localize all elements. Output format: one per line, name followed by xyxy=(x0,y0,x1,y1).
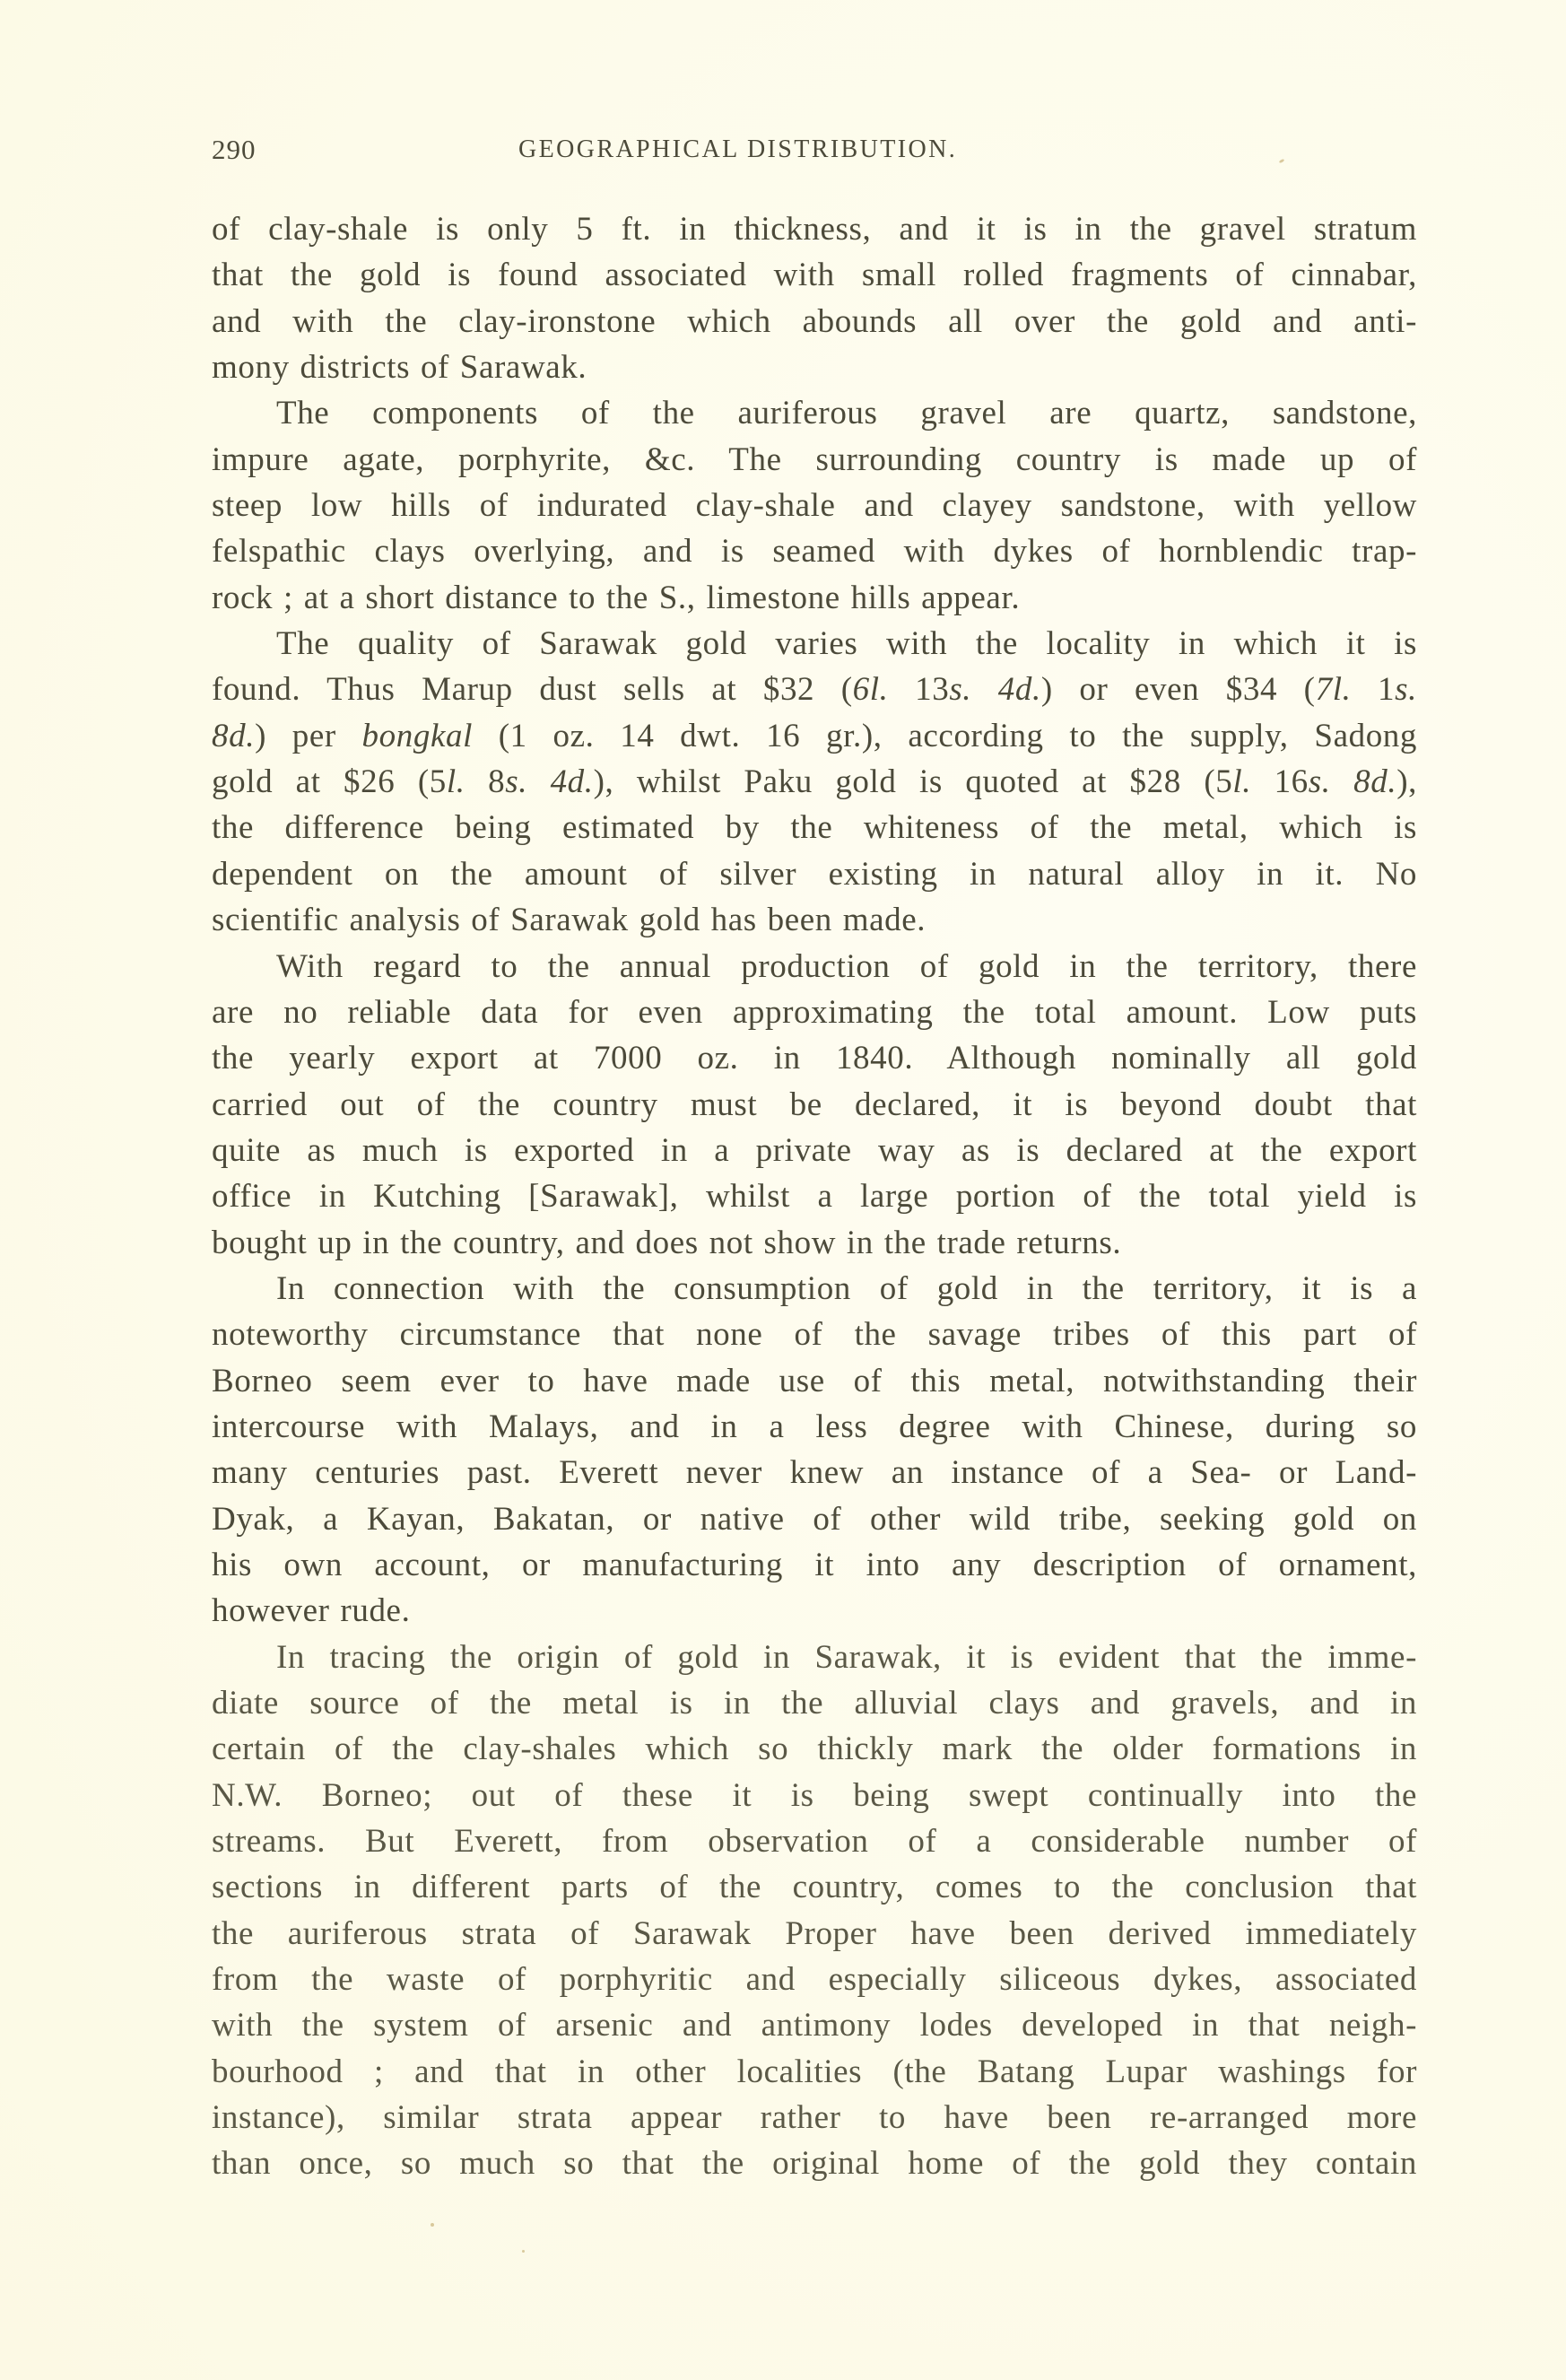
text-line xyxy=(212,2002,1417,2048)
text-run: are no reliable data for even approximating the total amount. Low puts xyxy=(212,993,1417,1031)
text-run: found. Thus Marup dust sells at $32 ( xyxy=(212,671,853,709)
italic-text: 7l. xyxy=(1315,671,1352,709)
text-run: carried out of the country must be declared, it is beyond doubt that xyxy=(212,1085,1417,1123)
text-run: ) per xyxy=(255,717,362,754)
text-line xyxy=(212,1035,1417,1081)
text-line xyxy=(212,252,1417,298)
text-run: sections in different parts of the country, comes to the conclusion that xyxy=(212,1869,1417,1906)
text-line xyxy=(212,1128,1417,1173)
text-run: ), whilst Paku gold is quoted at $28 (5 xyxy=(593,763,1233,801)
body-text xyxy=(212,206,1417,2187)
text-run: 1 xyxy=(1351,671,1396,709)
text-run: quite as much is exported in a private way as is declared at the export xyxy=(212,1131,1417,1169)
text-run: ) or even $34 ( xyxy=(1040,671,1316,709)
text-line xyxy=(212,944,1417,989)
text-line xyxy=(212,621,1417,667)
paper-speck xyxy=(431,2223,434,2227)
text-line xyxy=(212,1864,1417,1910)
text-line xyxy=(212,1588,1417,1634)
text-run: In tracing the origin of gold in Sarawak, it is evident that the imme- xyxy=(276,1638,1417,1676)
text-run: 16 xyxy=(1251,763,1309,801)
text-run: certain of the clay-shales which so thickly mark the older formations in xyxy=(212,1731,1417,1768)
text-run: instance), similar strata appear rather to have been re-arranged more xyxy=(212,2099,1417,2137)
text-line xyxy=(212,483,1417,528)
paragraph xyxy=(212,390,1417,621)
italic-text: l. xyxy=(1232,763,1252,801)
text-line xyxy=(212,759,1417,805)
paragraph xyxy=(212,944,1417,1266)
text-run: from the waste of porphyritic and especially siliceous dykes, associated xyxy=(212,1961,1417,1999)
text-line xyxy=(212,1773,1417,1818)
text-run xyxy=(1331,763,1354,800)
text-run: than once, so much so that the original home of the gold they contain xyxy=(212,2145,1417,2183)
paragraph xyxy=(212,1266,1417,1635)
text-run: office in Kutching [Sarawak], whilst a large portion of the total yield is xyxy=(212,1178,1417,1216)
italic-text: s. xyxy=(505,763,528,801)
italic-text: l. xyxy=(446,763,465,801)
text-run: The quality of Sarawak gold varies with the locality in which it is xyxy=(276,625,1417,663)
text-run: felspathic clays overlying, and is seamed with dykes of hornblendic trap- xyxy=(212,533,1417,571)
italic-text: s. xyxy=(949,671,972,709)
italic-text: bongkal xyxy=(361,717,473,754)
text-run: The components of the auriferous gravel are quartz, sandstone, xyxy=(276,395,1417,432)
text-line xyxy=(212,1082,1417,1128)
text-run: Dyak, a Kayan, Bakatan, or native of other wild tribe, seeking gold on xyxy=(212,1500,1417,1538)
text-run: many centuries past. Everett never knew an instance of a Sea- or Land- xyxy=(212,1454,1417,1492)
text-line xyxy=(212,1957,1417,2002)
text-line xyxy=(212,897,1417,943)
text-run: dependent on the amount of silver existing in natural alloy in it. No xyxy=(212,855,1417,893)
text-line xyxy=(212,1220,1417,1266)
text-run: With regard to the annual production of gold in the territory, there xyxy=(276,947,1417,985)
text-run: In connection with the consumption of gold in the territory, it is a xyxy=(276,1269,1417,1307)
text-line xyxy=(212,1173,1417,1219)
text-run: and with the clay-ironstone which abounds all over the gold and anti- xyxy=(212,302,1417,340)
italic-text: 8d. xyxy=(212,717,256,754)
text-run: the yearly export at 7000 oz. in 1840. Although nominally all gold xyxy=(212,1040,1417,1077)
paragraph xyxy=(212,206,1417,390)
text-run: 8 xyxy=(465,763,506,801)
text-run: his own account, or manufacturing it into any description of ornament, xyxy=(212,1546,1417,1583)
text-line xyxy=(212,667,1417,712)
paragraph xyxy=(212,621,1417,943)
text-line xyxy=(212,1911,1417,1957)
text-run xyxy=(527,763,551,800)
text-line xyxy=(212,851,1417,897)
text-run: mony districts of Sarawak. xyxy=(212,349,587,387)
italic-text: 6l. xyxy=(852,671,889,709)
text-run: 13 xyxy=(888,671,950,709)
running-title: GEOGRAPHICAL DISTRIBUTION. xyxy=(518,135,958,163)
italic-text: 4d. xyxy=(997,671,1041,709)
text-run: N.W. Borneo; out of these it is being swept continually into the xyxy=(212,1776,1417,1814)
text-run: streams. But Everett, from observation of a considerable number of xyxy=(212,1823,1417,1861)
text-line xyxy=(212,1358,1417,1404)
text-run: the difference being estimated by the whiteness of the metal, which is xyxy=(212,809,1417,847)
text-line xyxy=(212,206,1417,252)
text-run: Borneo seem ever to have made use of this metal, notwithstanding their xyxy=(212,1362,1417,1399)
text-run: intercourse with Malays, and in a less degree with Chinese, during so xyxy=(212,1408,1417,1445)
italic-text: 4d. xyxy=(550,763,594,801)
text-line xyxy=(212,2095,1417,2140)
text-line xyxy=(212,989,1417,1035)
text-line xyxy=(212,1404,1417,1450)
text-run: steep low hills of indurated clay-shale and clayey sandstone, with yellow xyxy=(212,487,1417,525)
text-run: scientific analysis of Sarawak gold has been made. xyxy=(212,902,927,939)
text-line xyxy=(212,390,1417,436)
text-run xyxy=(971,671,998,708)
text-line xyxy=(212,2140,1417,2186)
paper-speck xyxy=(522,2250,525,2253)
text-run: gold at $26 (5 xyxy=(212,763,447,801)
text-line xyxy=(212,805,1417,850)
text-line xyxy=(212,575,1417,621)
text-run: that the gold is found associated with small rolled fragments of cinnabar, xyxy=(212,257,1417,294)
paragraph xyxy=(212,1635,1417,2187)
page-number: 290 xyxy=(212,134,257,165)
text-line xyxy=(212,1635,1417,1680)
italic-text: s. xyxy=(1308,763,1331,801)
text-run: the auriferous strata of Sarawak Proper have been derived immediately xyxy=(212,1914,1417,1952)
text-line xyxy=(212,2049,1417,2095)
text-line xyxy=(212,1818,1417,1864)
text-line xyxy=(212,528,1417,574)
text-run: with the system of arsenic and antimony lodes developed in that neigh- xyxy=(212,2007,1417,2044)
text-run: diate source of the metal is in the alluvial clays and gravels, and in xyxy=(212,1685,1417,1722)
text-line xyxy=(212,344,1417,390)
text-line xyxy=(212,437,1417,483)
text-line xyxy=(212,1680,1417,1726)
text-line xyxy=(212,1450,1417,1495)
text-line xyxy=(212,1542,1417,1588)
text-run: impure agate, porphyrite, &c. The surrounding country is made up of xyxy=(212,440,1417,478)
text-run: bought up in the country, and does not show in the trade returns. xyxy=(212,1224,1122,1261)
text-run: (1 oz. 14 dwt. 16 gr.), according to the supply, Sadong xyxy=(472,717,1417,754)
running-head xyxy=(212,135,1417,165)
text-line xyxy=(212,299,1417,344)
italic-text: 8d. xyxy=(1353,763,1397,801)
text-run: of clay-shale is only 5 ft. in thickness, and it is in the gravel stratum xyxy=(212,211,1417,248)
text-line xyxy=(212,1496,1417,1542)
text-line xyxy=(212,713,1417,759)
text-line xyxy=(212,1312,1417,1357)
text-run: ), xyxy=(1396,763,1417,801)
italic-text: s. xyxy=(1395,671,1418,709)
text-run: noteworthy circumstance that none of the savage tribes of this part of xyxy=(212,1316,1417,1354)
text-run: however rude. xyxy=(212,1592,411,1630)
text-line xyxy=(212,1726,1417,1772)
text-run: bourhood ; and that in other localities (the Batang Lupar washings for xyxy=(212,2053,1417,2090)
text-run: rock ; at a short distance to the S., limestone hills appear. xyxy=(212,579,1021,616)
text-line xyxy=(212,1266,1417,1312)
